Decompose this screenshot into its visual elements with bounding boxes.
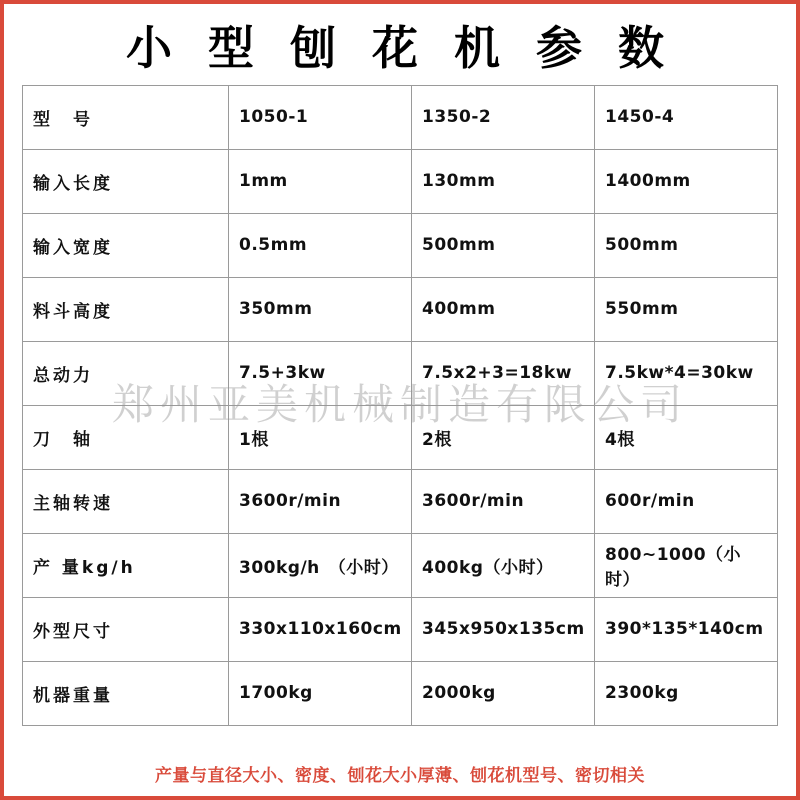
row-value-1: 7.5+3kw xyxy=(229,341,412,405)
row-value-2: 3600r/min xyxy=(412,469,595,533)
row-value-1: 3600r/min xyxy=(229,469,412,533)
row-value-2: 130mm xyxy=(412,149,595,213)
page-title: 小 型 刨 花 机 参 数 xyxy=(125,21,675,75)
row-value-2: 345x950x135cm xyxy=(412,597,595,661)
row-value-2: 7.5x2+3=18kw xyxy=(412,341,595,405)
row-value-1: 1mm xyxy=(229,149,412,213)
table-row xyxy=(23,341,778,405)
row-value-1: 1700kg xyxy=(229,661,412,725)
footer-note: 产量与直径大小、密度、刨花大小厚薄、刨花机型号、密切相关 xyxy=(155,766,645,786)
table-row xyxy=(23,597,778,661)
table-row xyxy=(23,213,778,277)
table-row xyxy=(23,277,778,341)
row-value-2: 2根 xyxy=(412,405,595,469)
row-value-3: 1400mm xyxy=(595,149,778,213)
row-value-1: 1根 xyxy=(229,405,412,469)
table-row xyxy=(23,405,778,469)
row-label: 主轴转速 xyxy=(23,469,229,533)
row-value-2: 1350-2 xyxy=(412,85,595,149)
row-value-2: 400mm xyxy=(412,277,595,341)
row-value-1: 1050-1 xyxy=(229,85,412,149)
spec-table-container xyxy=(4,85,796,726)
row-label: 总动力 xyxy=(23,341,229,405)
row-value-2: 2000kg xyxy=(412,661,595,725)
row-value-3: 800~1000（小时） xyxy=(595,533,778,597)
company-watermark: 郑州亚美机械制造有限公司 xyxy=(111,380,688,429)
table-row xyxy=(23,469,778,533)
row-label: 输入长度 xyxy=(23,149,229,213)
row-value-3: 1450-4 xyxy=(595,85,778,149)
row-value-1: 0.5mm xyxy=(229,213,412,277)
row-label: 输入宽度 xyxy=(23,213,229,277)
row-value-3: 600r/min xyxy=(595,469,778,533)
table-row xyxy=(23,533,778,597)
row-label: 料斗高度 xyxy=(23,277,229,341)
row-value-3: 500mm xyxy=(595,213,778,277)
row-label: 型 号 xyxy=(23,85,229,149)
row-value-3: 390*135*140cm xyxy=(595,597,778,661)
table-row xyxy=(23,149,778,213)
row-label: 产 量kg/h xyxy=(23,533,229,597)
spec-table xyxy=(22,85,778,726)
row-value-3: 550mm xyxy=(595,277,778,341)
table-row xyxy=(23,85,778,149)
row-value-1: 300kg/h （小时） xyxy=(229,533,412,597)
row-label: 刀 轴 xyxy=(23,405,229,469)
row-value-3: 4根 xyxy=(595,405,778,469)
row-value-1: 330x110x160cm xyxy=(229,597,412,661)
row-label: 机器重量 xyxy=(23,661,229,725)
table-row xyxy=(23,661,778,725)
row-label: 外型尺寸 xyxy=(23,597,229,661)
row-value-3: 7.5kw*4=30kw xyxy=(595,341,778,405)
spec-table-body xyxy=(23,85,778,725)
row-value-2: 500mm xyxy=(412,213,595,277)
row-value-3: 2300kg xyxy=(595,661,778,725)
row-value-2: 400kg（小时） xyxy=(412,533,595,597)
row-value-1: 350mm xyxy=(229,277,412,341)
